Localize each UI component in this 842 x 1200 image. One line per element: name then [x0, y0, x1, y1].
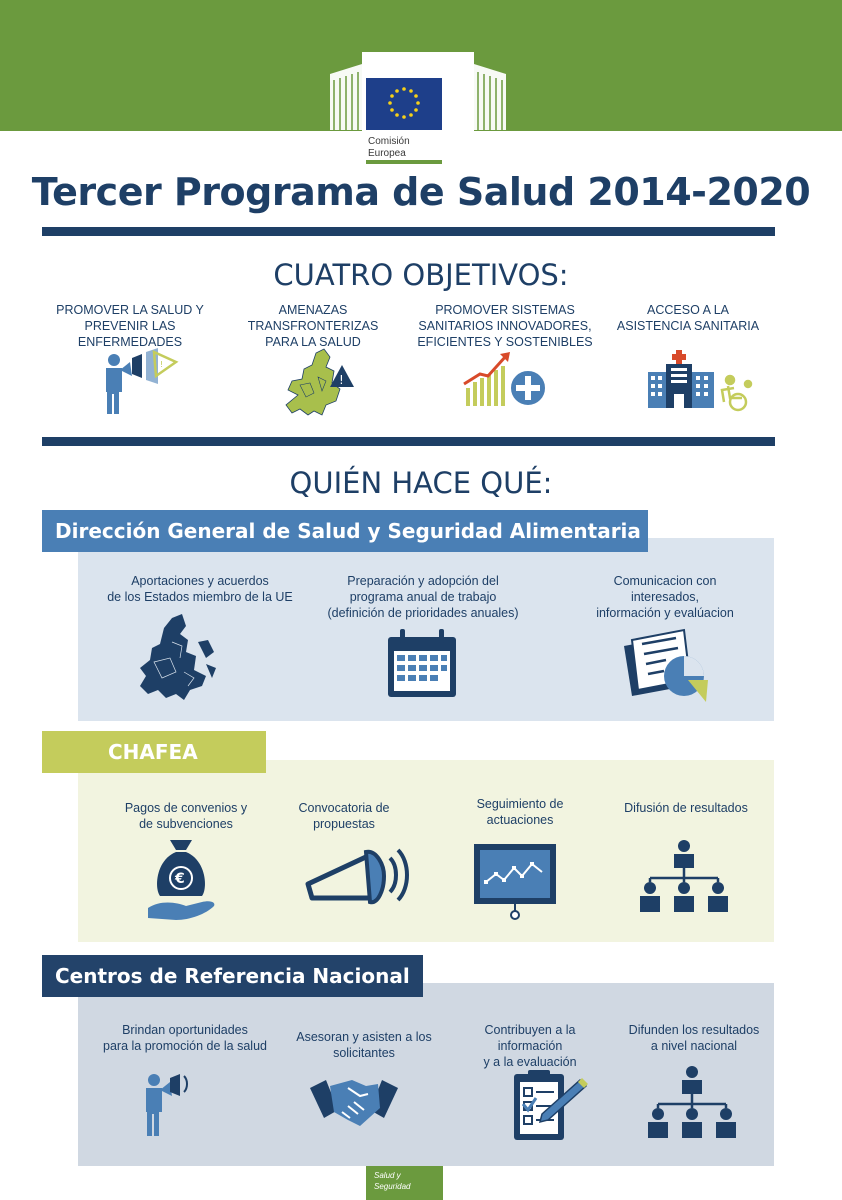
dg-item-2-label: Preparación y adopción del programa anual de trabajo (definición de prioridades anuales)	[327, 574, 519, 620]
money-bag-hand-icon	[146, 836, 218, 922]
dg-item-3-label: Comunicacion con interesados, información y evalúacion	[596, 574, 734, 620]
eu-member-states-map-icon	[136, 612, 220, 700]
centros-item-2-label: Asesoran y asisten a los solicitantes	[296, 1030, 432, 1060]
eu-commission-logo	[330, 44, 506, 166]
divider-middle	[42, 437, 775, 446]
chafea-item-2-label: Convocatoria de propuestas	[298, 801, 390, 831]
centros-item-4-label: Difunden los resultados a nivel nacional	[628, 1023, 760, 1053]
dg-tag: Dirección General de Salud y Seguridad Alimentaria	[42, 510, 648, 552]
svg-text:€: €	[175, 871, 185, 887]
svg-text:!: !	[160, 360, 164, 369]
footer-badge: Salud y Seguridad	[366, 1166, 443, 1200]
calendar-icon	[386, 627, 458, 699]
chafea-tag: CHAFEA	[42, 731, 266, 773]
objective-3-label: PROMOVER SISTEMAS SANITARIOS INNOVADORES, EFICIENTES Y SOSTENIBLES	[417, 303, 593, 349]
centros-tag: Centros de Referencia Nacional	[42, 955, 423, 997]
growth-chart-plus-icon	[462, 350, 550, 408]
checklist-clipboard-icon	[508, 1066, 590, 1144]
dg-item-1-label: Aportaciones y acuerdos de los Estados miembro de la UE	[107, 574, 293, 604]
person-megaphone-icon	[140, 1070, 194, 1138]
svg-text:!: !	[339, 373, 344, 387]
org-chart-icon	[638, 838, 730, 914]
objective-4-label: ACCESO A LA ASISTENCIA SANITARIA	[616, 303, 760, 333]
logo-underline	[366, 160, 442, 164]
centros-item-3-label: Contribuyen a la información y a la evaluación	[483, 1023, 577, 1069]
report-pie-chart-icon	[622, 624, 712, 704]
europe-map-warning-icon	[278, 345, 368, 417]
objectives-heading: CUATRO OBJETIVOS:	[273, 258, 569, 292]
objective-2-label: AMENAZAS TRANSFRONTERIZAS PARA LA SALUD	[247, 303, 379, 349]
presentation-board-icon	[472, 842, 558, 920]
megaphone-icon	[302, 840, 412, 908]
page-title: Tercer Programa de Salud 2014-2020	[31, 170, 811, 214]
handshake-icon	[308, 1074, 400, 1130]
chafea-item-1-label: Pagos de convenios y de subvenciones	[124, 801, 248, 831]
hospital-icon	[646, 346, 754, 412]
objective-1-label: PROMOVER LA SALUD Y PREVENIR LAS ENFERMEDADES	[56, 303, 204, 349]
who-heading: QUIÉN HACE QUÉ:	[289, 466, 553, 500]
divider-top	[42, 227, 775, 236]
megaphone-person-icon	[98, 348, 180, 416]
chafea-item-4-label: Difusión de resultados	[624, 801, 748, 815]
centros-item-1-label: Brindan oportunidades para la promoción de la salud	[103, 1023, 267, 1053]
chafea-item-3-label: Seguimiento de actuaciones	[476, 797, 564, 827]
org-chart-dissemination-icon	[646, 1064, 738, 1140]
logo-label: Comisión Europea	[368, 136, 410, 159]
